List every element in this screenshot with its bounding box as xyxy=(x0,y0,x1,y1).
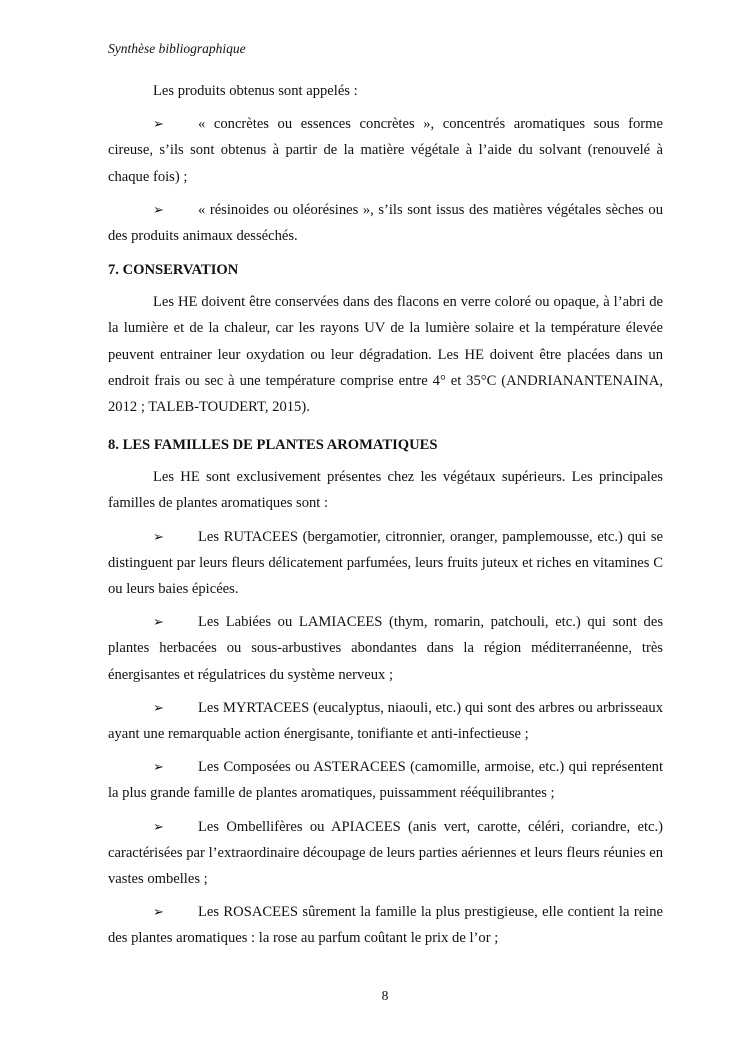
running-header: Synthèse bibliographique xyxy=(108,41,246,56)
list-item xyxy=(108,524,663,603)
list-item-text: Les Ombellifères ou APIACEES (anis vert, carotte, céléri, coriandre, etc.) caractérisées par l’extraordinaire découpage de leurs parties aériennes et leurs fleurs réunies en vastes ombelles ; xyxy=(108,818,663,888)
section-heading: 7. CONSERVATION xyxy=(108,262,239,279)
arrow-bullet-icon: ➢ xyxy=(153,759,164,775)
list-item xyxy=(108,695,663,747)
list-item xyxy=(108,197,663,249)
section-paragraph: Les HE sont exclusivement présentes chez les végétaux supérieurs. Les principales familles de plantes aromatiques sont : xyxy=(108,469,663,512)
list-item xyxy=(108,754,663,806)
list-item xyxy=(108,609,663,688)
list-item-text: « concrètes ou essences concrètes », concentrés aromatiques sous forme cireuse, s’ils sont obtenus à partir de la matière végétale à l’aide du solvant (renouvelé à chaque fois) ; xyxy=(108,116,663,185)
list-item-text: Les Composées ou ASTERACEES (camomille, armoise, etc.) qui représentent la plus grande famille de plantes aromatiques, puissamment rééquilibrantes ; xyxy=(108,759,663,802)
list-item-text: Les MYRTACEES (eucalyptus, niaouli, etc.) qui sont des arbres ou arbrisseaux ayant une remarquable action énergisante, tonifiante et anti-infectieuse ; xyxy=(108,699,663,743)
list-item-text: Les RUTACEES (bergamotier, citronnier, oranger, pamplemousse, etc.) qui se distinguent par leurs fleurs délicatement parfumées, leurs fruits juteux et riches en vitamines C ou leurs baies épicées. xyxy=(108,528,663,598)
arrow-bullet-icon: ➢ xyxy=(153,818,164,834)
arrow-bullet-icon: ➢ xyxy=(153,201,164,217)
section-heading: 8. LES FAMILLES DE PLANTES AROMATIQUES xyxy=(108,437,438,454)
arrow-bullet-icon: ➢ xyxy=(153,116,164,132)
section-paragraph: Les HE doivent être conservées dans des flacons en verre coloré ou opaque, à l’abri de la lumière et de la chaleur, car les rayons UV de la lumière solaire et la température élevée peuvent entrainer leur oxydation ou leur dégradation. Les HE doivent être placées dans un endroit frais ou sec à une température comprise entre 4° et 35°C (ANDRIANANTENAINA, 2012 ; TALEB-TOUDERT, 2015). xyxy=(108,294,663,416)
arrow-bullet-icon: ➢ xyxy=(153,614,164,630)
list-item-text: « résinoides ou oléorésines », s’ils sont issus des matières végétales sèches ou des produits animaux desséchés. xyxy=(108,201,663,245)
list-item-text: Les ROSACEES sûrement la famille la plus prestigieuse, elle contient la reine des plantes aromatiques : la rose au parfum coûtant le prix de l’or ; xyxy=(108,904,663,947)
arrow-bullet-icon: ➢ xyxy=(153,699,164,715)
intro-paragraph: Les produits obtenus sont appelés : xyxy=(153,83,358,99)
list-item xyxy=(108,899,663,951)
list-item xyxy=(108,814,663,893)
arrow-bullet-icon: ➢ xyxy=(153,904,164,920)
arrow-bullet-icon: ➢ xyxy=(153,528,164,544)
list-item-text: Les Labiées ou LAMIACEES (thym, romarin, patchouli, etc.) qui sont des plantes herbacées ou sous-arbustives abondantes dans la région méditerranéenne, très énergisantes et régulatrices du système nerveux ; xyxy=(108,614,663,683)
list-item xyxy=(108,111,663,190)
page-body xyxy=(108,78,663,952)
page-number: 8 xyxy=(381,988,389,1003)
